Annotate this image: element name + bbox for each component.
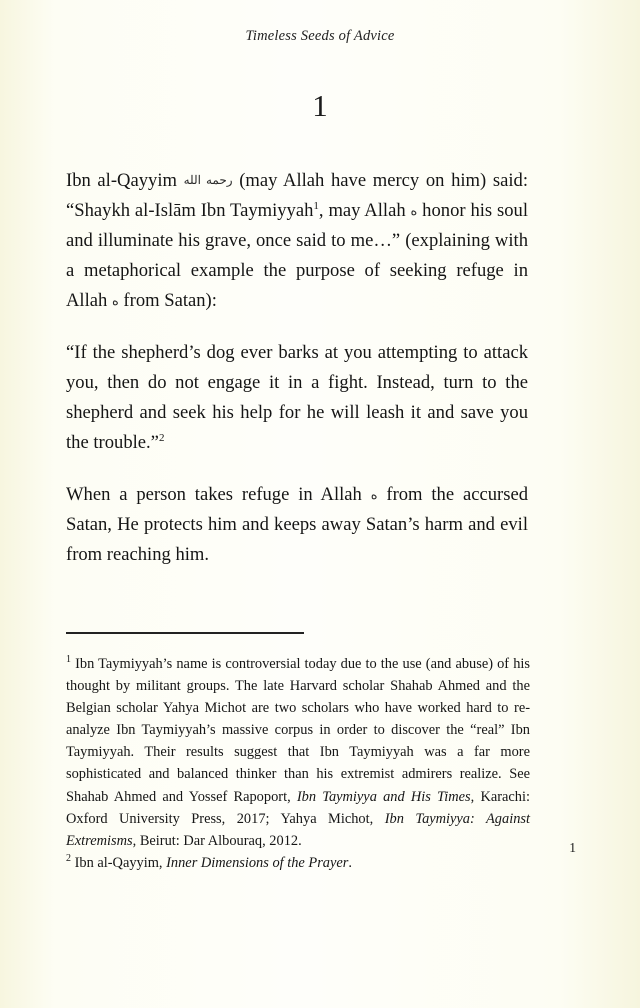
body-text xyxy=(66,165,528,570)
book-title: Ibn Taymiyya and His Times xyxy=(296,788,471,805)
footnote-reference[interactable]: 1 xyxy=(313,199,319,212)
jalla-jalaluhu-glyph: ه xyxy=(370,487,378,502)
book-title: Ibn Taymiyya: Against Extremisms xyxy=(66,810,530,849)
paragraph-1: Ibn al-Qayyim رحمه الله (may Allah have mercy on him) said: “Shaykh al-Islām Ibn Taymiyyah$^1$, may Allah ه honor his soul and illuminate his grave, once said to me…” (explaining with a metaphorical example the purpose of seeking refuge in Allah ه from Satan): xyxy=(66,170,529,311)
jalla-jalaluhu-glyph: ه xyxy=(111,293,119,308)
footnote-1 xyxy=(66,653,530,852)
jalla-jalaluhu-glyph: ه xyxy=(410,203,418,218)
footnote-separator xyxy=(66,632,304,634)
running-head: Timeless Seeds of Advice xyxy=(245,28,395,44)
paragraph-3: When a person takes refuge in Allah ه from the accursed Satan, He protects him and keeps away Satan’s harm and evil from reaching him. xyxy=(66,484,528,565)
page-number: 1 xyxy=(569,840,576,855)
chapter-number: 1 xyxy=(312,88,328,123)
footnote-reference[interactable]: 2 xyxy=(158,431,165,444)
book-title: Inner Dimensions of the Prayer xyxy=(166,854,349,871)
arabic-honorific: رحمه الله xyxy=(183,173,233,187)
footnote-text: Ibn al-Qayyim, Inner Dimensions of the Prayer. xyxy=(71,854,352,871)
paragraph-2: “If the shepherd’s dog ever barks at you attempting to attack you, then do not engage it in a fight. Instead, turn to the shepherd and seek his help for he will leash it and save you the trouble.”$^2$ xyxy=(66,342,528,453)
footnote-marker: 1 xyxy=(66,654,71,666)
footnote-text: Ibn Taymiyyah’s name is controversial today due to the use (and abuse) of his thought by militant groups. The late Harvard scholar Shahab Ahmed and the Belgian scholar Yahya Michot are two scholars who have worked hard to re-analyze Ibn Taymiyyah’s massive corpus in order to discover the “real” Ibn Taymiyyah. Their results suggest that Ibn Taymiyyah was a far more sophisticated and balanced thinker than his extremist admirers realize. See Shahab Ahmed and Yossef Rapoport, Ibn Taymiyya and His Times, Karachi: Oxford University Press, 2017; Yahya Michot, Ibn Taymiyya: Against Extremisms, Beirut: Dar Albouraq, 2012. xyxy=(66,656,530,849)
footnote-marker: 2 xyxy=(66,853,71,865)
